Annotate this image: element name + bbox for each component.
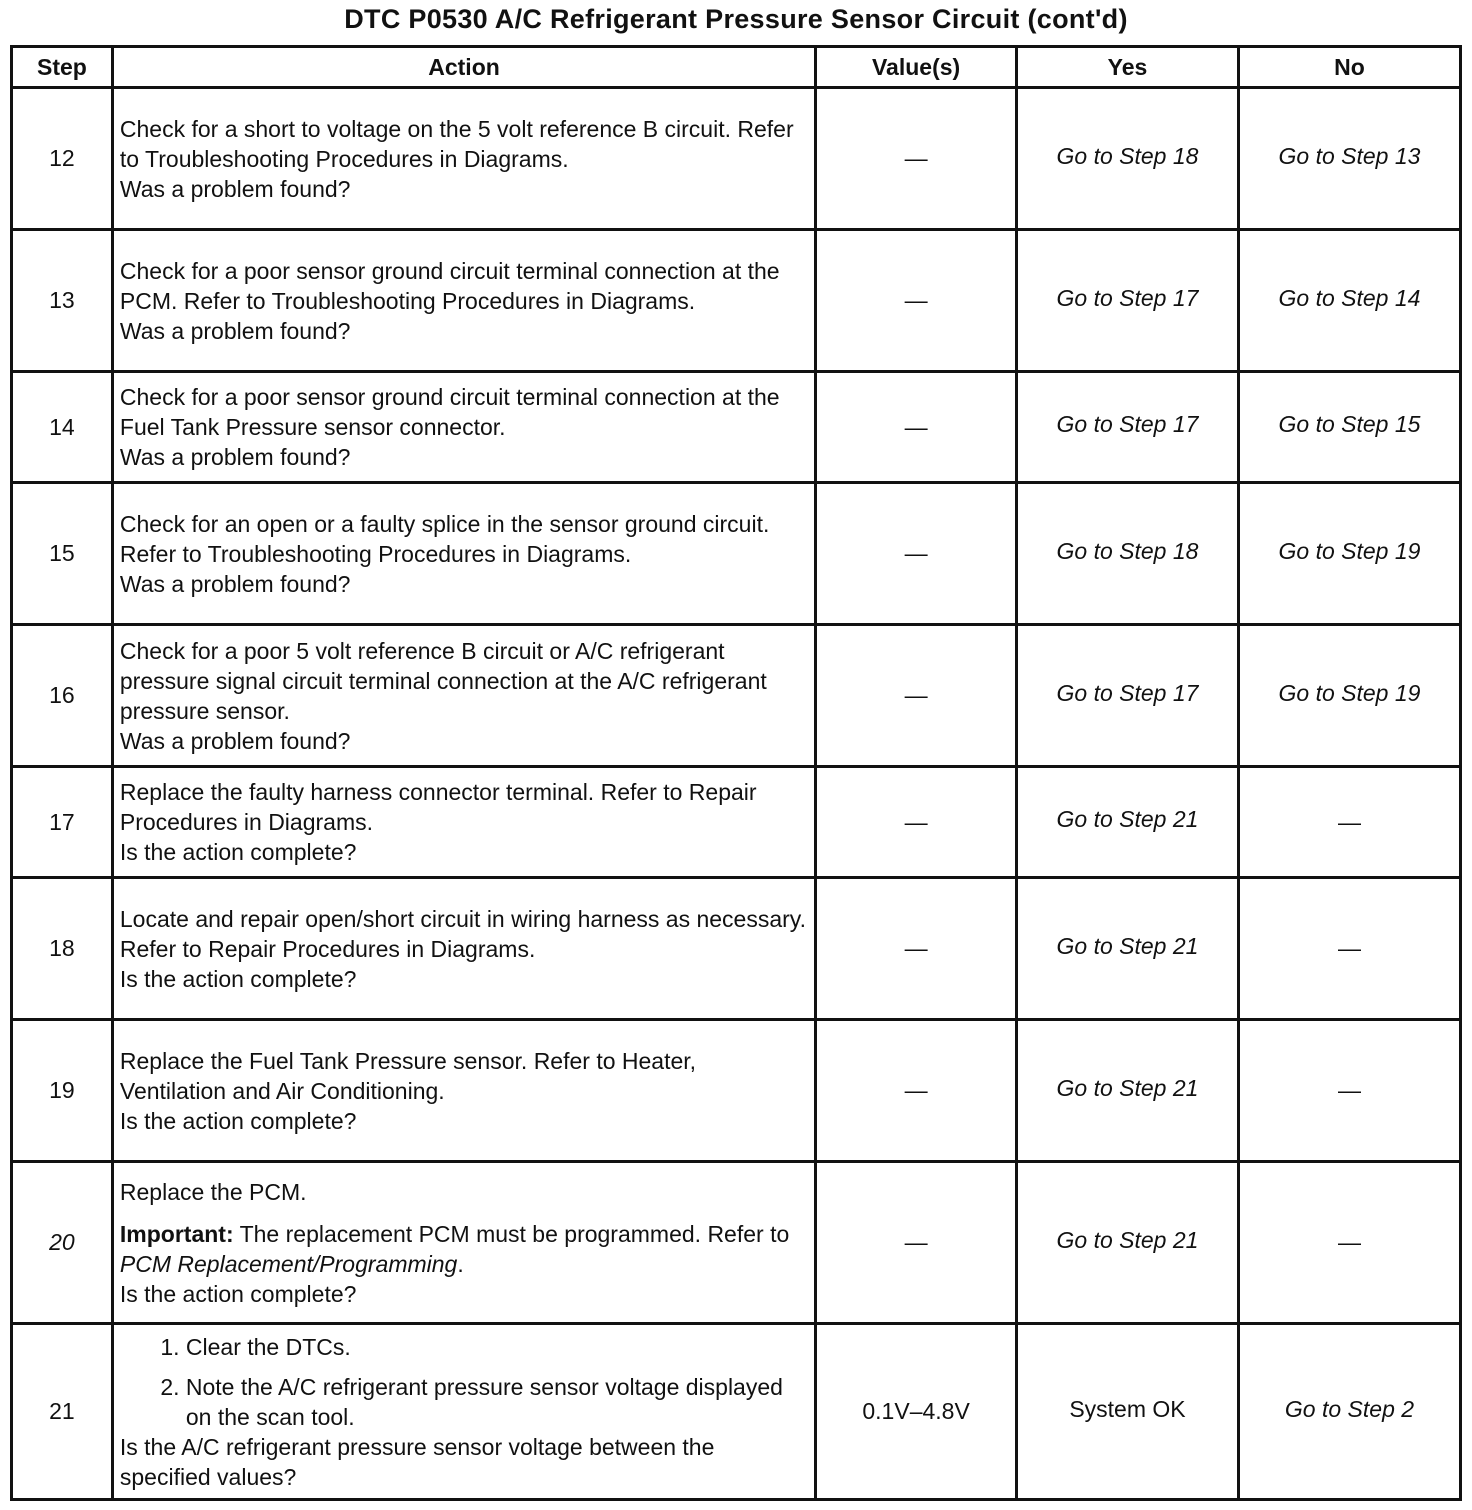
- important-label: Important:: [119, 1220, 234, 1247]
- header-step: Step: [12, 47, 113, 88]
- step-number: 17: [12, 767, 113, 878]
- action-question: Is the action complete?: [119, 839, 357, 865]
- action-question: Is the action complete?: [119, 965, 357, 992]
- header-no: No: [1238, 47, 1460, 88]
- table-row: [12, 625, 1461, 767]
- no-link[interactable]: Go to Step 13: [1278, 142, 1421, 169]
- diagnostic-table: [10, 45, 1462, 1501]
- action-question: Was a problem found?: [119, 570, 351, 597]
- yes-link[interactable]: Go to Step 21: [1056, 932, 1199, 959]
- action-text: Check for a poor sensor ground circuit terminal connection at the PCM. Refer to Troubleshooting Procedures in Diagrams.: [119, 257, 780, 314]
- action-text: Replace the PCM.: [119, 1178, 307, 1205]
- action-cell: [112, 1020, 815, 1162]
- no-link[interactable]: Go to Step 2: [1284, 1395, 1415, 1422]
- header-action: Action: [112, 47, 815, 88]
- yes-link[interactable]: Go to Step 17: [1056, 679, 1199, 706]
- step-number: 21: [12, 1324, 113, 1500]
- no-cell: —: [1238, 767, 1460, 878]
- action-cell: [112, 483, 815, 625]
- table-row: [12, 767, 1461, 878]
- yes-cell: [1016, 767, 1238, 878]
- system-ok-label: System OK: [1069, 1395, 1186, 1422]
- header-yes: Yes: [1016, 47, 1238, 88]
- list-item: 1. Clear the DTCs.: [186, 1332, 808, 1362]
- table-row: [12, 878, 1461, 1020]
- yes-cell: [1016, 1162, 1238, 1324]
- no-cell: —: [1238, 1162, 1460, 1324]
- step-number: 20: [12, 1162, 113, 1324]
- table-row: [12, 372, 1461, 483]
- no-cell: [1238, 88, 1460, 230]
- yes-link[interactable]: Go to Step 17: [1056, 411, 1199, 437]
- value-cell: —: [816, 483, 1017, 625]
- yes-link[interactable]: Go to Step 21: [1056, 806, 1199, 832]
- no-cell: [1238, 1324, 1460, 1500]
- important-text: The replacement PCM must be programmed. Refer to: [239, 1220, 790, 1247]
- action-cell: [112, 88, 815, 230]
- step-number: 13: [12, 230, 113, 372]
- table-row: [12, 88, 1461, 230]
- pcm-programming-reference[interactable]: PCM Replacement/Programming: [119, 1250, 458, 1277]
- step-number: 14: [12, 372, 113, 483]
- no-link[interactable]: Go to Step 14: [1278, 284, 1421, 311]
- no-cell: [1238, 230, 1460, 372]
- no-cell: [1238, 483, 1460, 625]
- action-text: Check for a poor 5 volt reference B circuit or A/C refrigerant pressure signal circuit terminal connection at the A/C refrigerant pressure sensor.: [119, 637, 767, 724]
- action-cell: [112, 230, 815, 372]
- action-text: Replace the faulty harness connector terminal. Refer to Repair Procedures in Diagrams.: [119, 779, 757, 835]
- action-text: Check for a short to voltage on the 5 volt reference B circuit. Refer to Troubleshooting Procedures in Diagrams.: [119, 115, 794, 172]
- table-row: [12, 1020, 1461, 1162]
- action-text: Replace the Fuel Tank Pressure sensor. Refer to Heater, Ventilation and Air Conditioning.: [119, 1047, 697, 1104]
- step-number: 16: [12, 625, 113, 767]
- no-cell: [1238, 625, 1460, 767]
- action-question: Is the action complete?: [119, 1280, 357, 1307]
- action-steps-list: [120, 1332, 808, 1432]
- no-link[interactable]: Go to Step 15: [1278, 411, 1421, 437]
- table-row: [12, 1324, 1461, 1500]
- table-row: [12, 1162, 1461, 1324]
- step-number: 15: [12, 483, 113, 625]
- no-cell: [1238, 372, 1460, 483]
- action-question: Was a problem found?: [119, 317, 351, 344]
- header-row: [12, 47, 1461, 88]
- yes-link[interactable]: Go to Step 21: [1056, 1226, 1199, 1253]
- no-cell: —: [1238, 1020, 1460, 1162]
- action-cell: [112, 625, 815, 767]
- action-cell: [112, 1324, 815, 1500]
- no-cell: —: [1238, 878, 1460, 1020]
- action-question: Was a problem found?: [119, 175, 351, 202]
- action-question: Was a problem found?: [119, 444, 351, 470]
- list-item: 2. Note the A/C refrigerant pressure sensor voltage displayed on the scan tool.: [186, 1372, 808, 1432]
- action-text: Check for a poor sensor ground circuit terminal connection at the Fuel Tank Pressure sensor connector.: [119, 384, 780, 440]
- step-number: 12: [12, 88, 113, 230]
- important-end: .: [457, 1250, 464, 1277]
- table-row: [12, 230, 1461, 372]
- value-cell: —: [816, 230, 1017, 372]
- yes-cell: [1016, 88, 1238, 230]
- action-cell: [112, 372, 815, 483]
- no-link[interactable]: Go to Step 19: [1278, 537, 1421, 564]
- yes-link[interactable]: Go to Step 18: [1056, 537, 1199, 564]
- yes-cell: [1016, 230, 1238, 372]
- action-cell: [112, 878, 815, 1020]
- yes-link[interactable]: Go to Step 21: [1056, 1074, 1199, 1101]
- header-value: Value(s): [816, 47, 1017, 88]
- yes-link[interactable]: Go to Step 18: [1056, 142, 1199, 169]
- yes-cell: [1016, 878, 1238, 1020]
- yes-cell: [1016, 483, 1238, 625]
- yes-cell: [1016, 372, 1238, 483]
- value-cell: —: [816, 372, 1017, 483]
- value-cell: 0.1V–4.8V: [816, 1324, 1017, 1500]
- value-cell: —: [816, 625, 1017, 767]
- action-question: Was a problem found?: [119, 727, 351, 754]
- action-question: Is the action complete?: [119, 1107, 357, 1134]
- value-cell: —: [816, 767, 1017, 878]
- value-cell: —: [816, 1162, 1017, 1324]
- value-cell: —: [816, 878, 1017, 1020]
- step-number: 19: [12, 1020, 113, 1162]
- yes-link[interactable]: Go to Step 17: [1056, 284, 1199, 311]
- action-question: Is the A/C refrigerant pressure sensor voltage between the specified values?: [119, 1433, 715, 1490]
- value-cell: —: [816, 88, 1017, 230]
- action-cell: [112, 1162, 815, 1324]
- action-text: Locate and repair open/short circuit in wiring harness as necessary. Refer to Repair Procedures in Diagrams.: [119, 905, 806, 962]
- table-row: [12, 483, 1461, 625]
- yes-cell: [1016, 1324, 1238, 1500]
- yes-cell: [1016, 625, 1238, 767]
- page-title: DTC P0530 A/C Refrigerant Pressure Sensor Circuit (cont'd): [344, 4, 1128, 34]
- step-number: 18: [12, 878, 113, 1020]
- value-cell: —: [816, 1020, 1017, 1162]
- action-text: Check for an open or a faulty splice in the sensor ground circuit. Refer to Troubleshooting Procedures in Diagrams.: [119, 510, 770, 567]
- action-cell: [112, 767, 815, 878]
- yes-cell: [1016, 1020, 1238, 1162]
- no-link[interactable]: Go to Step 19: [1278, 679, 1421, 706]
- important-note: [120, 1219, 808, 1279]
